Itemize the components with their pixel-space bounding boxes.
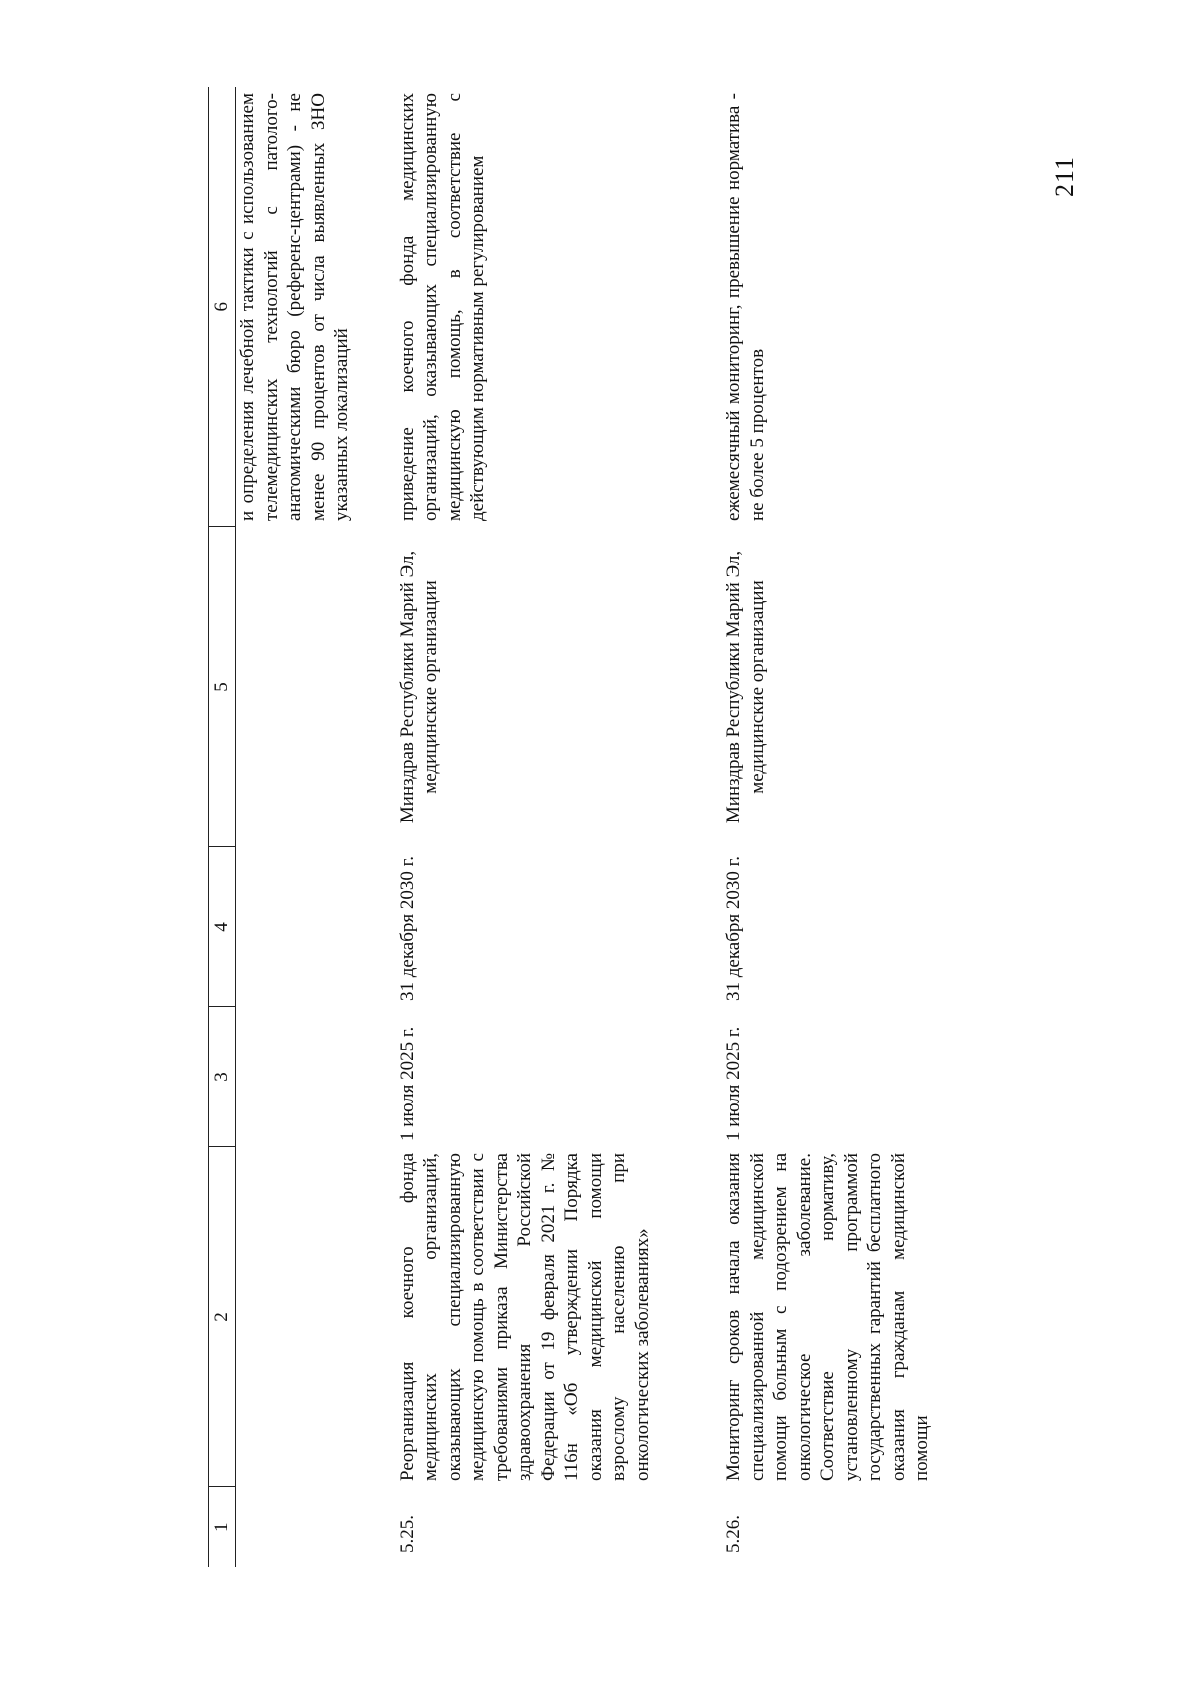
row-start-date: 1 июля 2025 г.: [723, 1026, 744, 1141]
header-cell: 4: [209, 847, 236, 1007]
header-cell: 5: [209, 527, 236, 847]
carryover-result-text: и определения лечебной тактики с использованием телемедицинских технологий с патолого-анатомическими бюро (референс-центрами) - не менее 90 процентов от числа выявленных ЗНО указанных локализаций: [237, 93, 352, 521]
row-start-date: 1 июля 2025 г.: [396, 1026, 418, 1141]
row-description: Реорганизация коечного фонда медицинских организаций, оказывающих специализированную медицинскую помощь в соответствии с требованиями приказа Министерства здравоохранения Российской Федерации от 19 февраля 2021 г. № 116н «Об утверждении Порядка оказания медицинской помощи взрослому населению при онкологических заболеваниях»: [396, 1153, 653, 1481]
row-number: 5.26.: [723, 1515, 744, 1553]
row-result: ежемесячный мониторинг, превышение норматива - не более 5 процентов: [723, 93, 768, 521]
measures-table: [208, 87, 934, 1567]
row-responsible: Минздрав Республики Марий Эл, медицинские организации: [396, 550, 441, 824]
row-description: Мониторинг сроков начала оказания специализированной медицинской помощи больным с подозрением на онкологическое заболевание. Соответствие нормативу, установленному программой государственных гарантий бесплатного оказания гражданам медицинской помощи: [723, 1153, 932, 1481]
table-header: [209, 87, 236, 1567]
row-end-date: 31 декабря 2030 г.: [723, 855, 744, 1001]
header-cell: 2: [209, 1147, 236, 1487]
row-result: приведение коечного фонда медицинских организаций, оказывающих специализированную медицинскую помощь, в соответствие с действующим нормативным регулированием: [396, 93, 488, 521]
row-number: 5.25.: [396, 1515, 418, 1553]
row-end-date: 31 декабря 2030 г.: [396, 855, 418, 1001]
carryover-row: [236, 87, 396, 1567]
row-responsible: Минздрав Республики Марий Эл, медицинские организации: [723, 550, 768, 824]
header-cell: 6: [209, 87, 236, 527]
table-row: [396, 87, 723, 1567]
header-cell: 3: [209, 1007, 236, 1147]
header-cell: 1: [209, 1487, 236, 1567]
table-row: [722, 87, 934, 1567]
page-number: 211: [1050, 155, 1079, 197]
